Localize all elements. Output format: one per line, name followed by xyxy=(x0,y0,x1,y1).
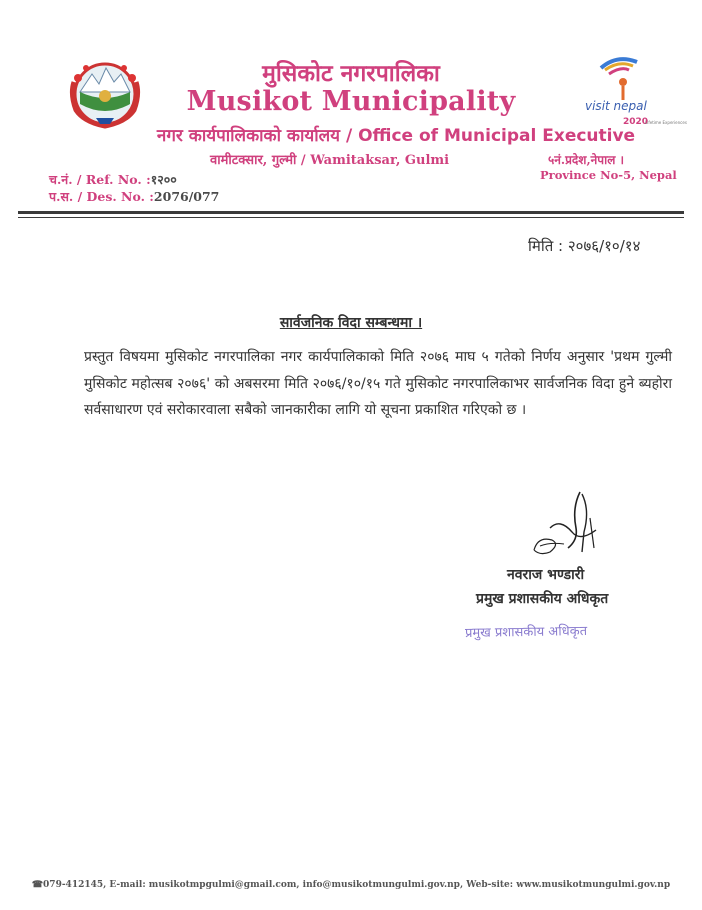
dispatch-number xyxy=(49,188,219,205)
reference-number xyxy=(49,171,177,188)
province-nepali: ५नं.प्रदेश,नेपाल । xyxy=(548,153,625,167)
des-label: प.स. / Des. No. : xyxy=(49,189,154,204)
letter-body: प्रस्तुत विषयमा मुसिकोट नगरपालिका नगर कार्यपालिकाको मिति २०७६ माघ ५ गतेको निर्णय अनुसार 'प्रथम गुल्मी मुसिकोट महोत्सब २०७६' को अबसरमा मिति २०७६/१०/१५ गते मुसिकोट नगरपालिकाभर सार्वजनिक विदा हुने ब्यहोरा सर्वसाधारण एवं सरोकारवाला सबैको जानकारीका लागि यो सूचना प्रकाशित गरिएको छ । xyxy=(84,349,672,418)
office-address: वामीटक्सार, गुल्मी / Wamitaksar, Gulmi xyxy=(210,153,450,168)
designation-stamp: प्रमुख प्रशासकीय अधिकृत xyxy=(464,623,588,642)
ref-value: १२०० xyxy=(150,172,177,187)
signer-designation: प्रमुख प्रशासकीय अधिकृत xyxy=(476,591,609,607)
municipality-title-nepali: मुसिकोट नगरपालिका xyxy=(262,61,440,87)
visit-logo-year: 2020 xyxy=(623,117,649,127)
visit-logo-tagline: Lifetime Experiences xyxy=(645,120,687,125)
province-english: Province No-5, Nepal xyxy=(540,168,677,182)
municipality-title-english: Musikot Municipality xyxy=(186,86,516,117)
header-divider-thin xyxy=(18,217,684,218)
letter-subject: सार्वजनिक विदा सम्बन्धमा । xyxy=(279,315,423,331)
office-title: नगर कार्यपालिकाको कार्यालय / Office of Municipal Executive xyxy=(156,126,636,146)
letter-date: मिति : २०७६/१०/१४ xyxy=(528,237,641,255)
header-divider-thick xyxy=(18,211,684,214)
visit-logo-text: visit nepal xyxy=(585,99,647,113)
des-value: 2076/077 xyxy=(153,189,220,204)
contact-footer: ☎079-412145, E-mail: musikotmpgulmi@gmail.com, info@musikotmungulmi.gov.np, Web-site: www.musikotmungulmi.gov.np xyxy=(31,880,671,890)
signature-image xyxy=(520,488,620,560)
signer-name: नवराज भण्डारी xyxy=(507,567,585,583)
ref-label: च.नं. / Ref. No. : xyxy=(49,172,151,187)
